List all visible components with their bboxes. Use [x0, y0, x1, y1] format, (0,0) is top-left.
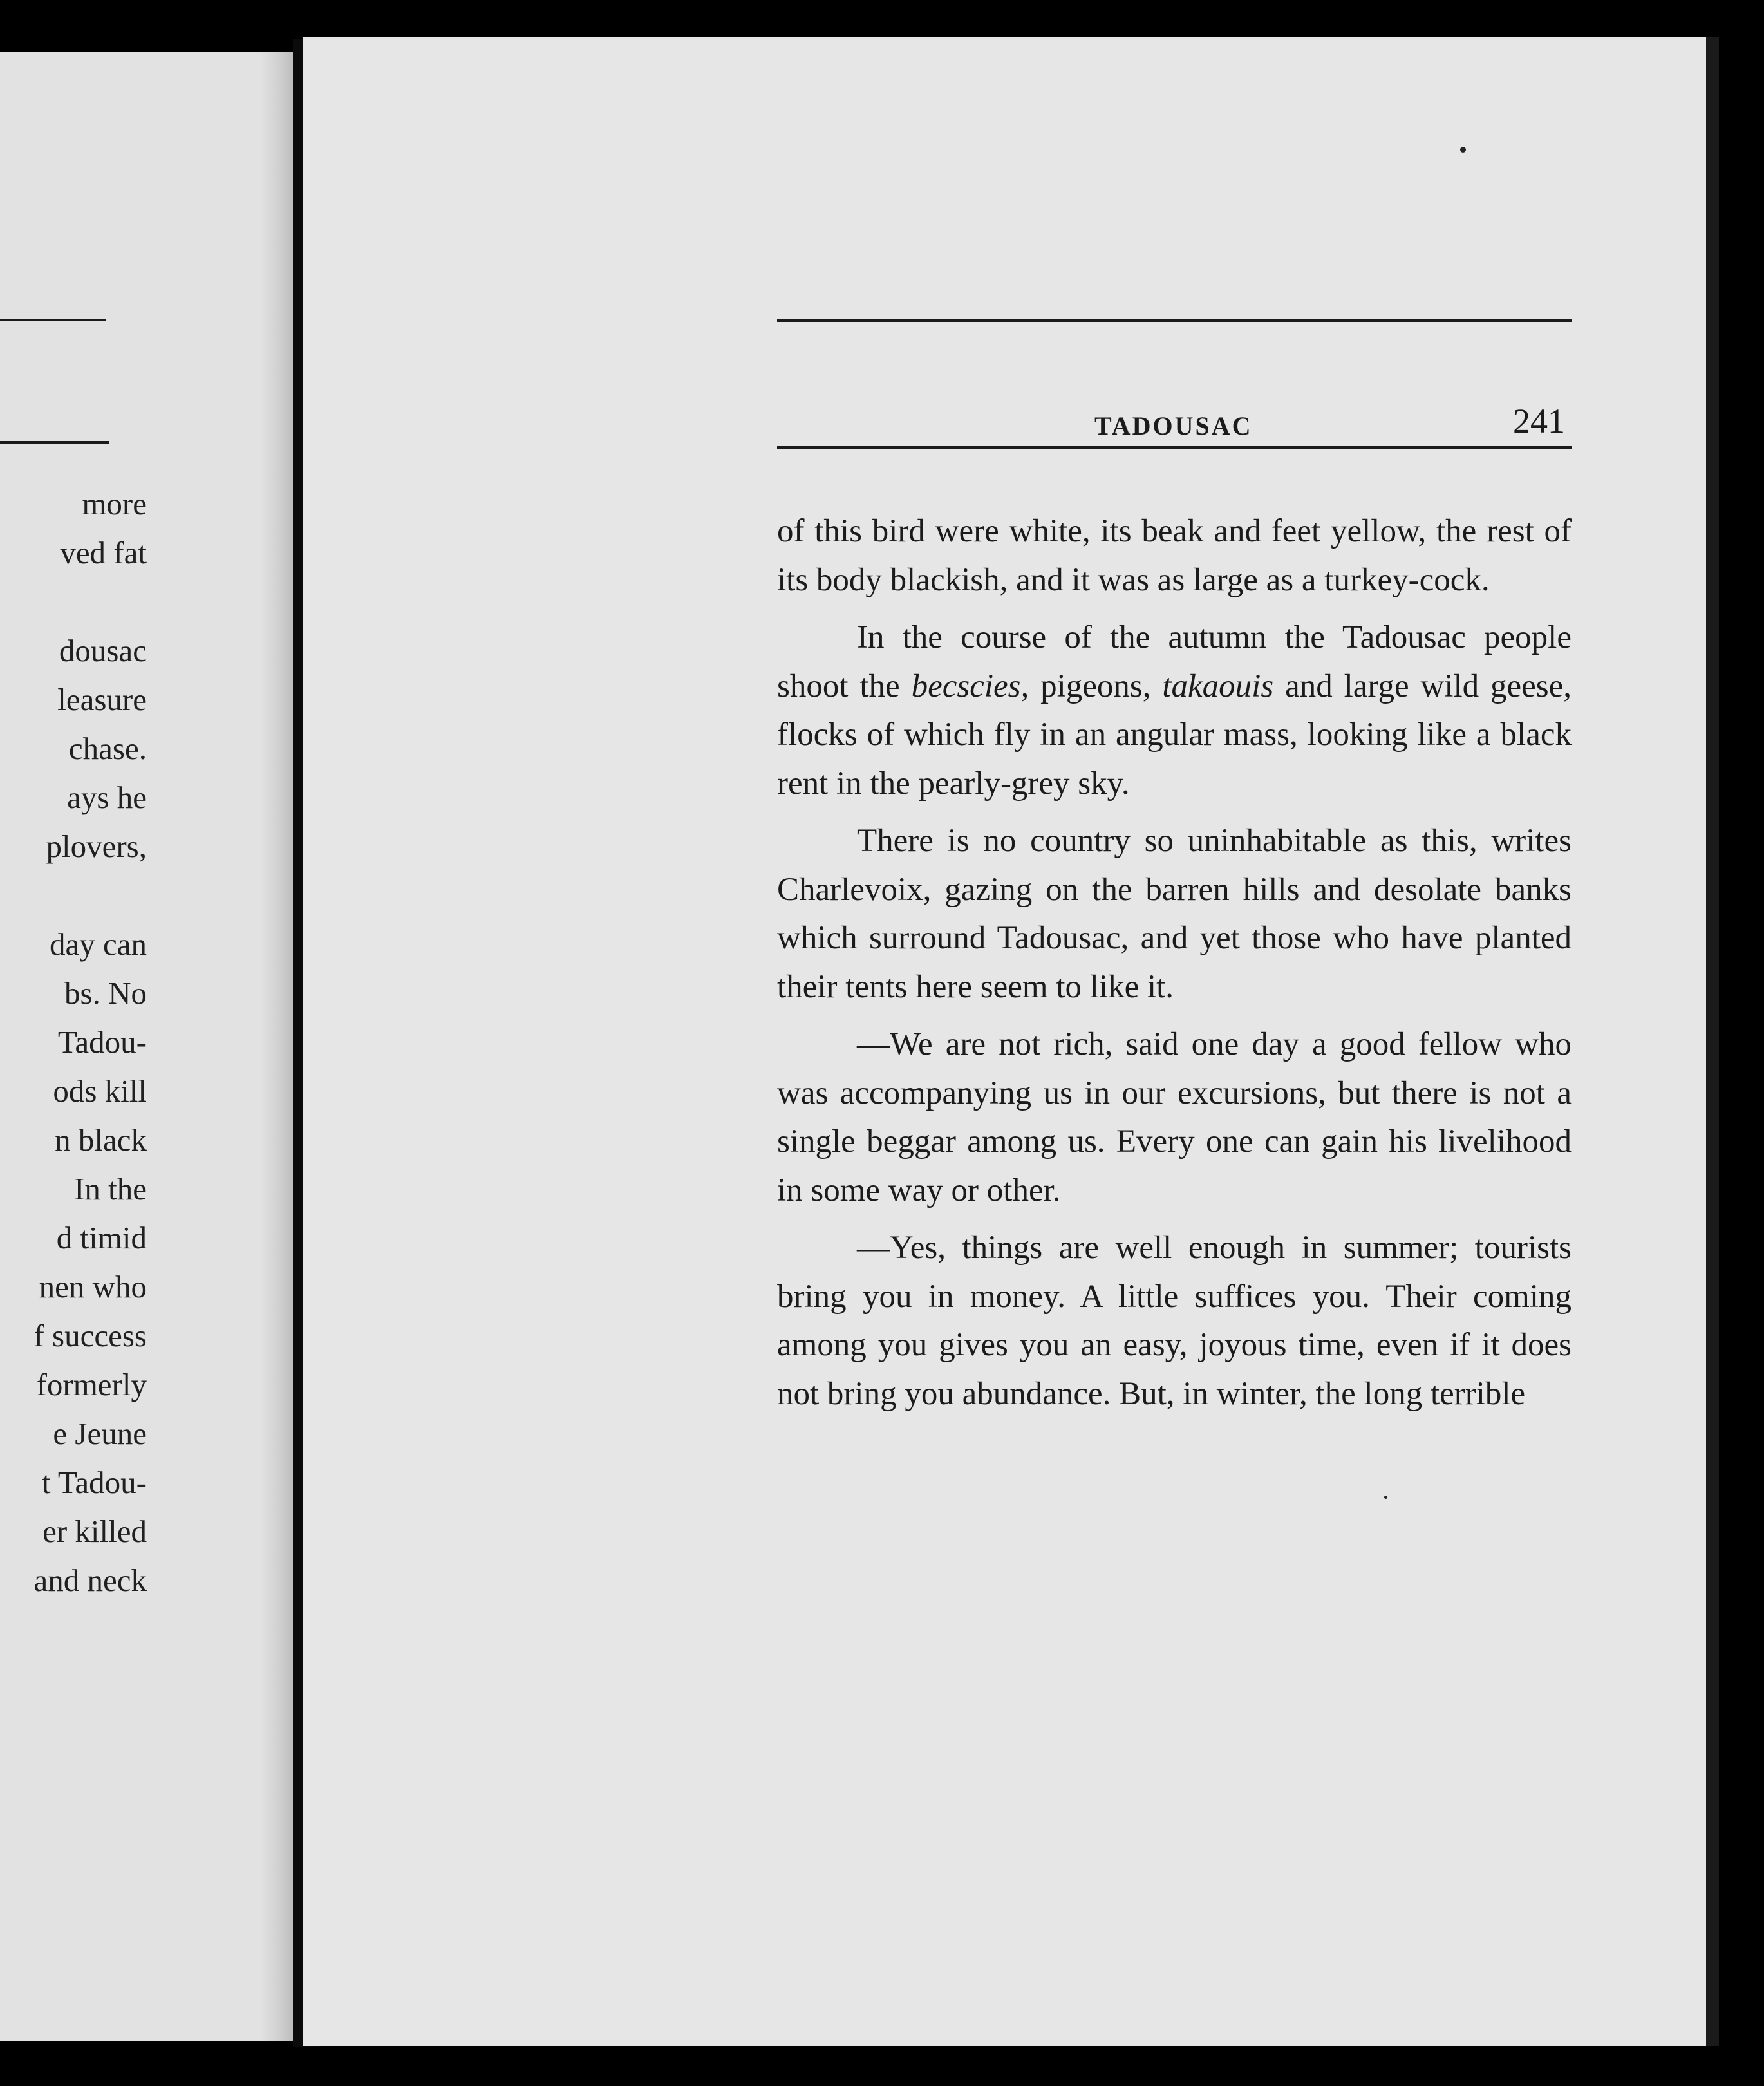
left-page-line: ods kill — [53, 1073, 147, 1109]
left-page-line: n black — [55, 1122, 147, 1158]
paragraph: In the course of the autumn the Tadousac people shoot the becscies, pigeons, takaouis and large wild geese, flocks of which fly in an angular mass, looking like a black rent in the pearly-grey sky. — [777, 619, 1572, 802]
left-page-line: t Tadou- — [41, 1465, 147, 1500]
left-header-rule-top — [0, 319, 106, 321]
left-page-line: f success — [33, 1318, 147, 1353]
left-page-line: ved fat — [60, 535, 147, 570]
left-page-line: nen who — [39, 1269, 147, 1304]
paragraph: There is no country so uninhabitable as this, writes Charlevoix, gazing on the barren hills and desolate banks which surround Tadousac, and yet those who have planted their tents here seem to like it. — [777, 823, 1572, 1005]
left-page-line: er killed — [42, 1514, 147, 1549]
left-page-line: ays he — [67, 780, 147, 815]
page-edge — [1706, 37, 1719, 2046]
paragraph: —We are not rich, said one day a good fellow who was accompanying us in our excursions, but there is not a single beggar among us. Every one can gain his livelihood in some way or other. — [777, 1026, 1572, 1208]
left-page-line: and neck — [33, 1563, 147, 1598]
scan-speck — [1460, 147, 1466, 153]
left-page-line: plovers, — [46, 829, 147, 864]
left-page-line: e Jeune — [53, 1416, 147, 1451]
left-page — [0, 52, 293, 2041]
body-text — [777, 507, 1572, 1427]
left-page-line: d timid — [56, 1220, 147, 1255]
header-rule-bottom — [777, 446, 1572, 449]
scan-speck — [1384, 1496, 1387, 1499]
left-page-line: more — [82, 486, 147, 522]
left-page-line: chase. — [68, 731, 147, 766]
page-number: 241 — [1513, 402, 1565, 440]
paragraph: —Yes, things are well enough in summer; tourists bring you in money. A little suffices you. Their coming among you gives you an easy, joyous time, even if it does not bring you abundance. But, in winter, the long terrible — [777, 1230, 1572, 1412]
left-header-rule-bottom — [0, 441, 109, 444]
header-rule-top — [777, 319, 1572, 322]
left-page-line: day can — [50, 926, 147, 962]
page-edge-shade — [261, 52, 293, 2041]
left-page-line: dousac — [59, 633, 147, 668]
left-page-line: In the — [74, 1171, 147, 1207]
paragraph: of this bird were white, its beak and feet yellow, the rest of its body blackish, and it was as large as a turkey-cock. — [777, 513, 1572, 598]
left-page-line: formerly — [36, 1367, 147, 1402]
left-page-line: leasure — [57, 682, 147, 717]
running-head: TADOUSAC — [1094, 411, 1253, 440]
left-page-line: bs. No — [64, 975, 147, 1011]
left-page-line: Tadou- — [57, 1024, 147, 1060]
right-page — [303, 37, 1719, 2046]
